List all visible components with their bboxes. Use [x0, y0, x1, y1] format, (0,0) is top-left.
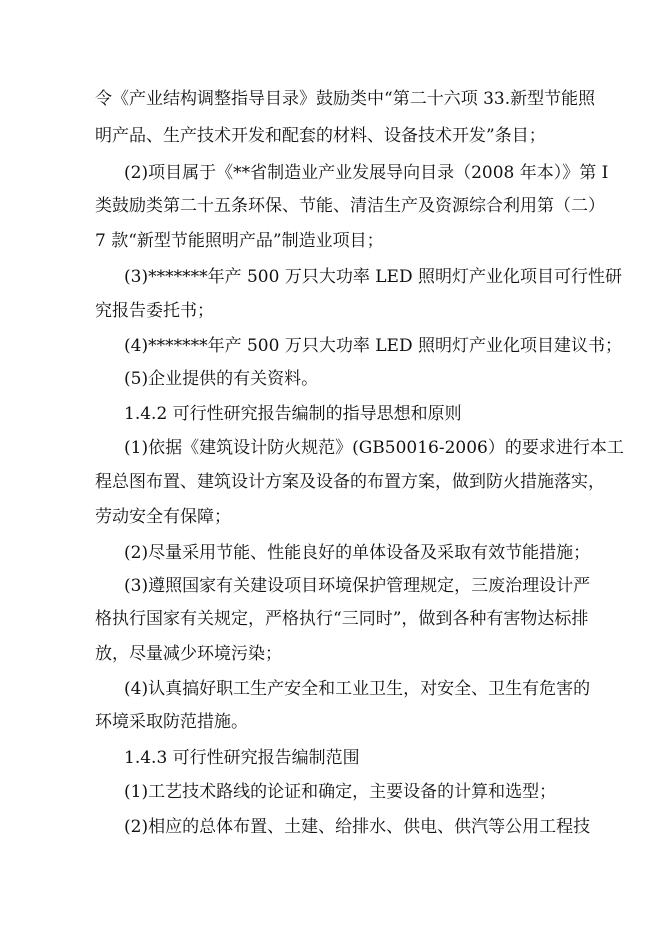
text-line: (1)工艺技术路线的论证和确定，主要设备的计算和选型；: [124, 782, 557, 802]
text-line: (3)遵照国家有关建设项目环境保护管理规定，三废治理设计严: [124, 576, 591, 596]
text-line: 程总图布置、建筑设计方案及设备的布置方案，做到防火措施落实，: [95, 472, 605, 492]
text-line: (5)企业提供的有关资料。: [124, 369, 319, 389]
text-line: (1)依据《建筑设计防火规范》(GB50016-2006）的要求进行本工: [124, 438, 624, 458]
section-heading: 1.4.2 可行性研究报告编制的指导思想和原则: [124, 404, 462, 424]
text-line: 7 款“新型节能照明产品”制造业项目；: [95, 231, 384, 251]
text-line: 类鼓励类第二十五条环保、节能、清洁生产及资源综合利用第（二）: [95, 196, 605, 216]
text-line: 放，尽量减少环境污染；: [95, 644, 282, 664]
text-line: 明产品、生产技术开发和配套的材料、设备技术开发”条目；: [95, 126, 546, 146]
text-line: 究报告委托书；: [95, 301, 214, 321]
text-line: (3)*******年产 500 万只大功率 LED 照明灯产业化项目可行性研: [124, 267, 622, 287]
text-line: 格执行国家有关规定，严格执行“三同时”，做到各种有害物达标排: [95, 609, 589, 629]
text-line: (2)相应的总体布置、土建、给排水、供电、供汽等公用工程技: [124, 817, 591, 837]
section-heading: 1.4.3 可行性研究报告编制范围: [124, 748, 360, 768]
text-line: 劳动安全有保障；: [95, 507, 231, 527]
text-line: (2)项目属于《**省制造业产业发展导向目录（2008 年本）》第 I: [124, 163, 609, 183]
text-line: 环境采取防范措施。: [95, 712, 248, 732]
text-line: 令《产业结构调整指导目录》鼓励类中“第二十六项 33.新型节能照: [95, 89, 596, 109]
text-line: (2)尽量采用节能、性能良好的单体设备及采取有效节能措施；: [124, 543, 591, 563]
text-line: (4)认真搞好职工生产安全和工业卫生，对安全、卫生有危害的: [124, 679, 591, 699]
text-line: (4)*******年产 500 万只大功率 LED 照明灯产业化项目建议书；: [124, 336, 622, 356]
